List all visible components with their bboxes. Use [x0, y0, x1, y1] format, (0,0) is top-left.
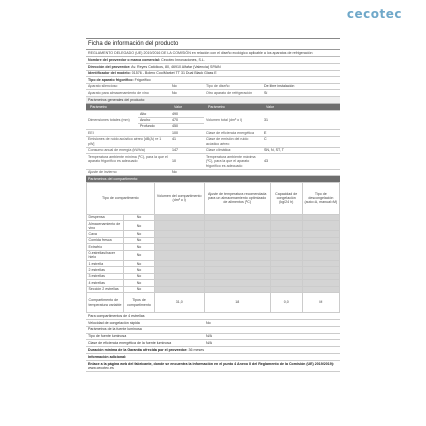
compartment-present: No [124, 250, 154, 260]
dimension-width-label: Ancho [138, 118, 170, 124]
empty-cell [154, 250, 204, 260]
address-row [86, 64, 340, 71]
empty-cell [302, 250, 339, 260]
appliance-type-label: Tipo de aparato frigorífico: [88, 77, 134, 82]
compartment-present: No [124, 214, 154, 220]
warranty-label: Duración mínima de la Garantía ofrecida por el proveedor: [88, 347, 188, 352]
param-cell: Clase de eficiencia energética [206, 130, 254, 135]
type-row [86, 84, 340, 91]
compartment-type: Almacenamiento de vino [87, 221, 124, 231]
additional-info-row [86, 354, 340, 361]
warranty-row [86, 347, 340, 354]
header-cell: Volumen del compartimento (dm³ o l) [154, 182, 204, 214]
param-cell: 100 [172, 130, 178, 135]
weblink-value[interactable]: www.cecotec.es [88, 366, 114, 370]
header-cell: Valor [266, 104, 275, 109]
lighting-item-value: N/A [206, 334, 212, 339]
compartment-table [86, 182, 340, 313]
type-cell: Aparato silencioso [88, 84, 118, 89]
empty-cell [204, 250, 270, 260]
param-cell: 41 [172, 137, 176, 142]
compartment-type: 0-estrellas/hacer hielo [87, 250, 124, 260]
dimension-depth-value: 450 [172, 124, 178, 129]
compartment-parameters-heading: Parámetros del compartimento: [86, 176, 340, 182]
address-label: Dirección del proveedor: [88, 64, 131, 69]
compartment-present: No [124, 231, 154, 237]
param-cell: Clase de emisión del ruido acústico aéreo [206, 137, 249, 146]
appliance-type-row [86, 77, 340, 84]
total-volume-label: Volumen total (dm³ o l) [206, 117, 243, 122]
model-label: Identificador del modelo: [88, 71, 131, 76]
type-cell: Tipo de diseño [206, 84, 230, 89]
header-cell: Tipo de descongelación (auto=A, manual=M) [302, 182, 339, 214]
four-star-row [86, 320, 340, 327]
empty-cell [270, 221, 302, 231]
compartment-present: No [124, 221, 154, 231]
compartment-type: 3 estrellas [87, 273, 124, 279]
dimensions-sub-labels [138, 111, 170, 129]
compartment-defrost-type: M [302, 293, 339, 313]
general-parameter-row [86, 148, 340, 155]
empty-cell [270, 250, 302, 260]
param-cell: EEI [88, 130, 94, 135]
compartment-type: Comida fresca [87, 237, 124, 243]
four-star-heading: Para compartimentos de 4 estrellas [86, 313, 340, 320]
lighting-row [86, 340, 340, 347]
general-parameter-row [86, 154, 340, 169]
compartment-present: No [124, 273, 154, 279]
compartment-type: 2 estrellas [87, 267, 124, 273]
compartment-present: No [124, 244, 154, 250]
compartment-row [87, 221, 340, 231]
supplier-value: Cecotec Innovaciones, S.L. [161, 58, 205, 62]
compartment-present: No [124, 286, 154, 292]
dimension-height-label: Alto [138, 111, 170, 117]
compartment-type: 1 estrella [87, 261, 124, 267]
compartment-type: Compartimento de temperatura variable [87, 293, 124, 313]
dimension-depth-label: Profundo [140, 124, 155, 129]
param-cell: SN, N, ST, T [264, 148, 284, 153]
product-information-sheet [86, 38, 340, 410]
type-cell: De libre instalación [264, 84, 295, 89]
regulation-text: REGLAMENTO DELEGADO (UE) 2019/2016 DE LA COMISIÓN en relación con el diseño ecológico aplicable a los aparatos de refrigeración [86, 50, 340, 57]
compartment-type: Sección 2 estrellas [87, 286, 124, 292]
param-cell: Temperatura ambiente máxima (ºC), para la que el aparato frigorífico es adecuado [206, 154, 256, 168]
four-star-item-label: Velocidad de congelación rápida [88, 320, 140, 325]
param-cell: Clase climática: [206, 148, 232, 153]
lighting-row [86, 334, 340, 341]
compartment-subtype: Tipos de compartimento [124, 293, 154, 313]
header-cell: Parámetro [208, 104, 225, 109]
param-cell [204, 170, 262, 176]
general-parameters-header [86, 104, 340, 112]
type-cell: No [172, 84, 177, 89]
dimension-height-value: 490 [170, 111, 204, 117]
compartment-present: No [124, 280, 154, 286]
header-cell: Tipo de compartimento [87, 182, 155, 214]
param-cell [262, 170, 340, 176]
compartment-type: Despensa [87, 214, 124, 220]
dimension-width-value: 470 [170, 118, 204, 124]
empty-cell [302, 221, 339, 231]
param-cell: Ajuste de invierno [88, 170, 117, 175]
type-cell: No [172, 90, 177, 95]
dimensions-row [86, 111, 340, 130]
param-cell: Emisiones de ruido acústico aéreo [dB(A) re 1 pW] [88, 137, 162, 146]
type-cell: Sí [264, 90, 268, 95]
weblink-label: Enlace a la página web del fabricante, donde se encuentra la información en el punto 4 Anexo II del Reglamento de la Comisión (UE) 2019/2019): [88, 361, 335, 366]
lighting-item-label: Tipo de fuente luminosa [88, 334, 127, 339]
lighting-item-label: Clase de eficiencia energética de la fuente luminosa [88, 340, 172, 345]
dimensions-label: Dimensiones totales (mm) [88, 117, 130, 122]
param-cell: Consumo anual de energía (kWh/a) [88, 148, 145, 153]
appliance-type-value: Frigorífico [134, 77, 151, 82]
param-cell: Temperatura ambiente mínima (ºC), para la que el aparato frigorífico es adecuado [88, 154, 168, 164]
model-value: 01576 - Bolero CoolMarket TT 31 Dual Black Glass E [131, 71, 217, 76]
param-cell: No [172, 170, 177, 175]
param-cell: C [264, 137, 267, 142]
dimensions-values [170, 111, 204, 129]
compartment-type: 4 estrellas [87, 280, 124, 286]
type-cell: Aparato para almacenamiento de vino [88, 90, 149, 95]
additional-info-label: Información adicional: [88, 354, 127, 359]
compartment-present: No [124, 237, 154, 243]
empty-cell [154, 221, 204, 231]
type-row [86, 90, 340, 97]
supplier-row [86, 57, 340, 64]
general-parameter-row [86, 130, 340, 137]
general-parameters-heading: Parámetros generales del producto: [86, 97, 340, 104]
lighting-item-value: N/A [206, 340, 212, 345]
general-parameter-row [86, 137, 340, 148]
warranty-value: 36 meses [188, 347, 205, 352]
supplier-label: Nombre del proveedor o marca comercial: [88, 58, 161, 62]
general-parameter-row [86, 170, 340, 177]
compartment-type: Extrafrío [87, 244, 124, 250]
total-volume-value: 31 [264, 117, 268, 122]
compartment-present: No [124, 267, 154, 273]
four-star-item-value: No [206, 320, 211, 325]
header-cell: Parámetro [90, 104, 107, 109]
address-value: Av. Reyes Católicos, 80, 46910 Alfafar (Valencia) SPAIN [131, 64, 221, 69]
empty-cell [204, 221, 270, 231]
param-cell: 147 [172, 148, 178, 153]
compartment-freezing-capacity: 0,0 [270, 293, 302, 313]
compartment-volume: 31,0 [154, 293, 204, 313]
sheet-title: Ficha de información del producto [86, 38, 340, 50]
compartment-temperature: 18 [204, 293, 270, 313]
weblink-row [86, 361, 340, 372]
brand-logo: cecotec [346, 7, 402, 21]
compartment-row [87, 250, 340, 260]
model-row [86, 71, 340, 78]
header-cell: Valor [174, 104, 183, 109]
header-cell: Ajuste de temperatura recomendada para un almacenamiento optimizado de alimentos (ºC) [204, 182, 270, 214]
param-cell: 43 [264, 159, 268, 164]
compartment-header-row [87, 182, 340, 214]
param-cell: E [264, 130, 267, 135]
lighting-heading: Parámetros de la fuente luminosa [86, 327, 340, 334]
param-cell: 10 [172, 159, 176, 164]
variable-temperature-row [87, 293, 340, 313]
type-cell: Otro aparato de refrigeración [206, 90, 253, 95]
header-cell: Capacidad de congelación (kg/24 h) [270, 182, 302, 214]
compartment-present: No [124, 261, 154, 267]
compartment-type: Cava [87, 231, 124, 237]
